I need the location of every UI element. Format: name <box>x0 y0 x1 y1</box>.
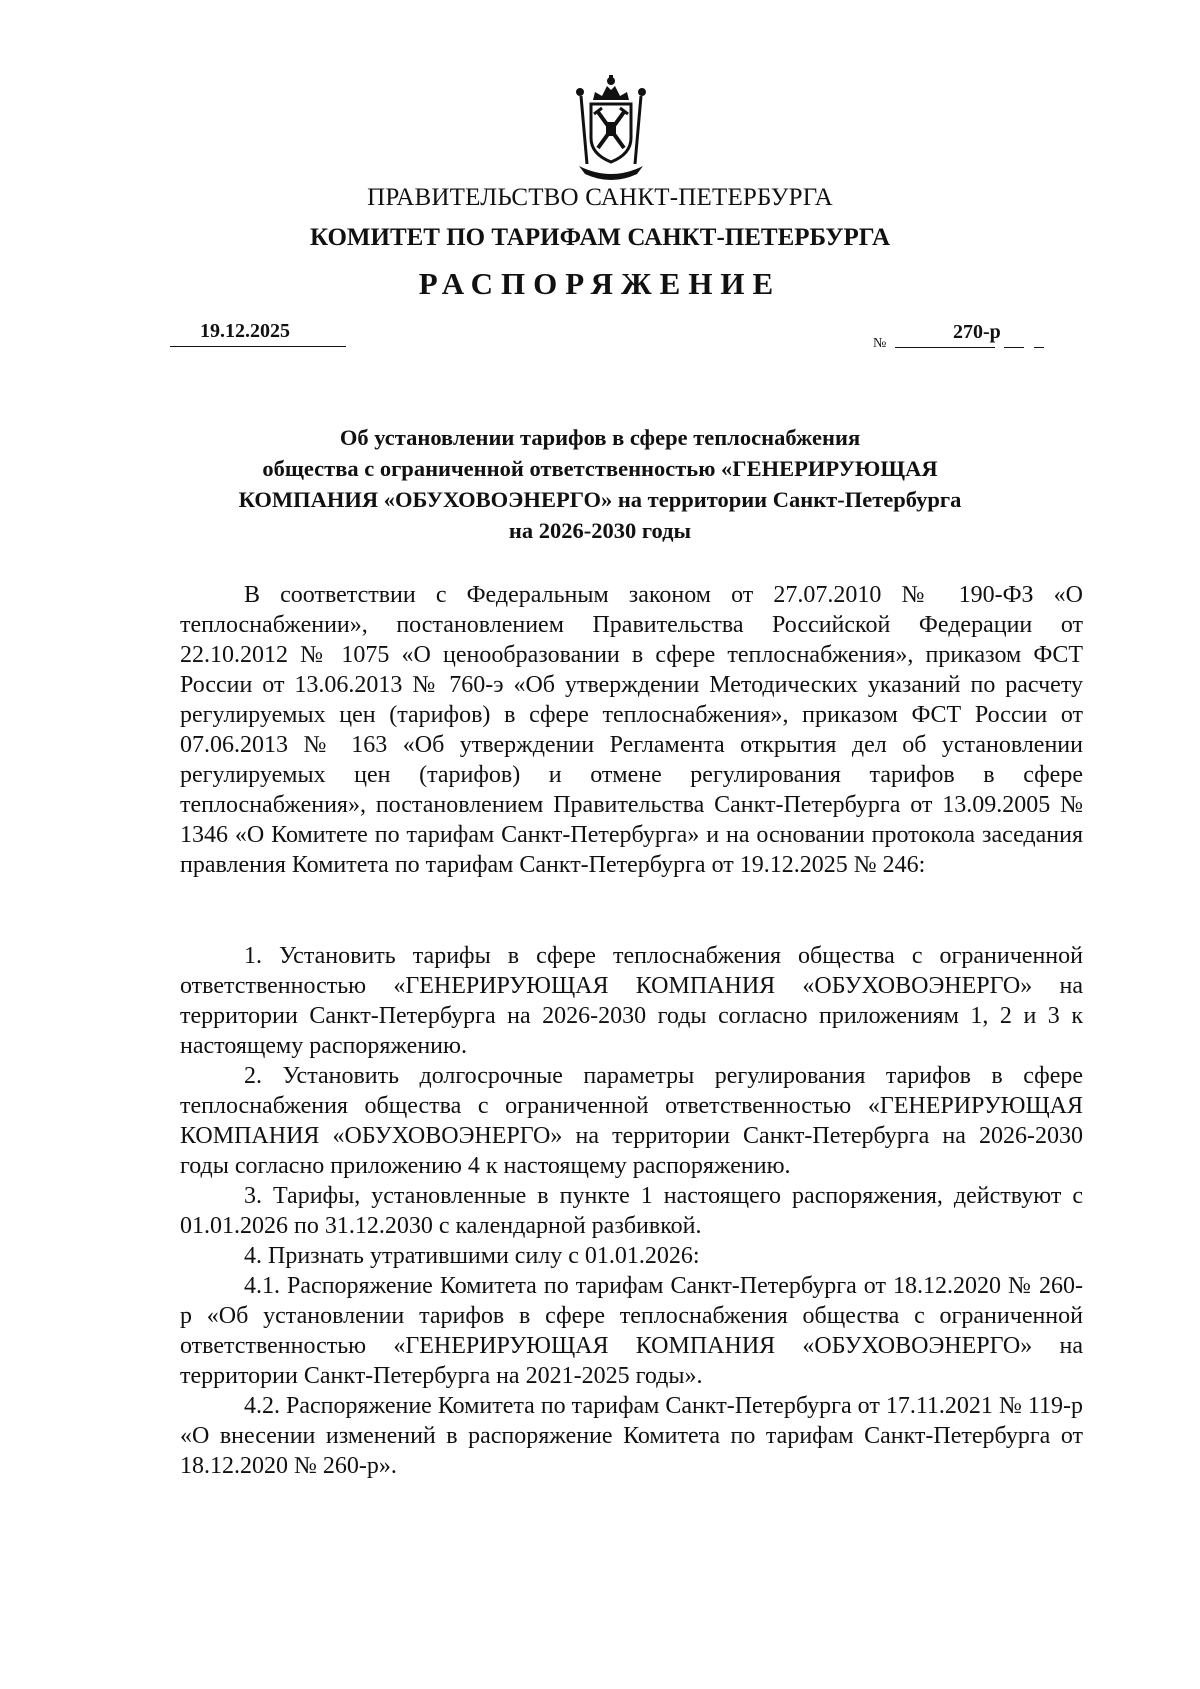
document-number: 270-р <box>953 321 1001 343</box>
committee-name: КОМИТЕТ ПО ТАРИФАМ САНКТ-ПЕТЕРБУРГА <box>309 224 891 251</box>
number-underline-dash <box>1004 347 1024 348</box>
government-name: ПРАВИТЕЛЬСТВО САНКТ-ПЕТЕРБУРГА <box>367 184 833 211</box>
title-line: Об установлении тарифов в сфере теплоснабжения <box>339 425 861 450</box>
order-item-3: 3. Тарифы, установленные в пункте 1 настоящего распоряжения, действуют с 01.01.2026 по 31.12.2030 с календарной разбивкой. <box>180 1183 1083 1239</box>
number-underline-dash <box>1034 347 1044 348</box>
number-underline <box>895 347 995 348</box>
title-line: КОМПАНИЯ «ОБУХОВОЭНЕРГО» на территории Санкт-Петербурга <box>238 487 962 512</box>
title-line: общества с ограниченной ответственностью «ГЕНЕРИРУЮЩАЯ <box>262 456 938 481</box>
order-item-4-2: 4.2. Распоряжение Комитета по тарифам Санкт-Петербурга от 17.11.2021 № 119-р «О внесении изменений в распоряжение Комитета по тарифам Санкт-Петербурга от 18.12.2020 № 260-р». <box>180 1393 1083 1479</box>
preamble-paragraph: В соответствии с Федеральным законом от 27.07.2010 № 190-ФЗ «О теплоснабжении», постановлением Правительства Российской Федерации от 22.10.2012 № 1075 «О ценообразовании в сфере теплоснабжения», приказом ФСТ России от 13.06.2013 № 760-э «Об утверждении Методических указаний по расчету регулируемых цен (тарифов) в сфере теплоснабжения», приказом ФСТ России от 07.06.2013 № 163 «Об утверждении Регламента открытия дел об установлении регулируемых цен (тарифов) и отмене регулирования тарифов в сфере теплоснабжения», постановлением Правительства Санкт-Петербурга от 13.09.2005 № 1346 «О Комитете по тарифам Санкт-Петербурга» и на основании протокола заседания правления Комитета по тарифам Санкт-Петербурга от 19.12.2025 № 246: <box>180 582 1083 878</box>
order-item-1: 1. Установить тарифы в сфере теплоснабжения общества с ограниченной ответственностью «ГЕНЕРИРУЮЩАЯ КОМПАНИЯ «ОБУХОВОЭНЕРГО» на территории Санкт-Петербурга на 2026-2030 годы согласно приложениям 1, 2 и 3 к настоящему распоряжению. <box>180 943 1083 1059</box>
number-sign: № <box>873 336 887 351</box>
order-item-2: 2. Установить долгосрочные параметры регулирования тарифов в сфере теплоснабжения общества с ограниченной ответственностью «ГЕНЕРИРУЮЩАЯ КОМПАНИЯ «ОБУХОВОЭНЕРГО» на территории Санкт-Петербурга на 2026-2030 годы согласно приложению 4 к настоящему распоряжению. <box>180 1063 1083 1179</box>
document-title <box>190 422 1010 546</box>
title-line: на 2026-2030 годы <box>508 518 692 543</box>
order-items <box>180 941 1083 1481</box>
document-type: РАСПОРЯЖЕНИЕ <box>418 266 782 301</box>
order-item-4: 4. Признать утратившими силу с 01.01.2026: <box>244 1243 700 1269</box>
date-underline <box>170 346 346 347</box>
coat-of-arms-icon <box>571 74 651 184</box>
document-date: 19.12.2025 <box>200 320 290 342</box>
order-item-4-1: 4.1. Распоряжение Комитета по тарифам Санкт-Петербурга от 18.12.2020 № 260-р «Об установлении тарифов в сфере теплоснабжения общества с ограниченной ответственностью «ГЕНЕРИРУЮЩАЯ КОМПАНИЯ «ОБУХОВОЭНЕРГО» на территории Санкт-Петербурга на 2021-2025 годы». <box>180 1273 1083 1389</box>
